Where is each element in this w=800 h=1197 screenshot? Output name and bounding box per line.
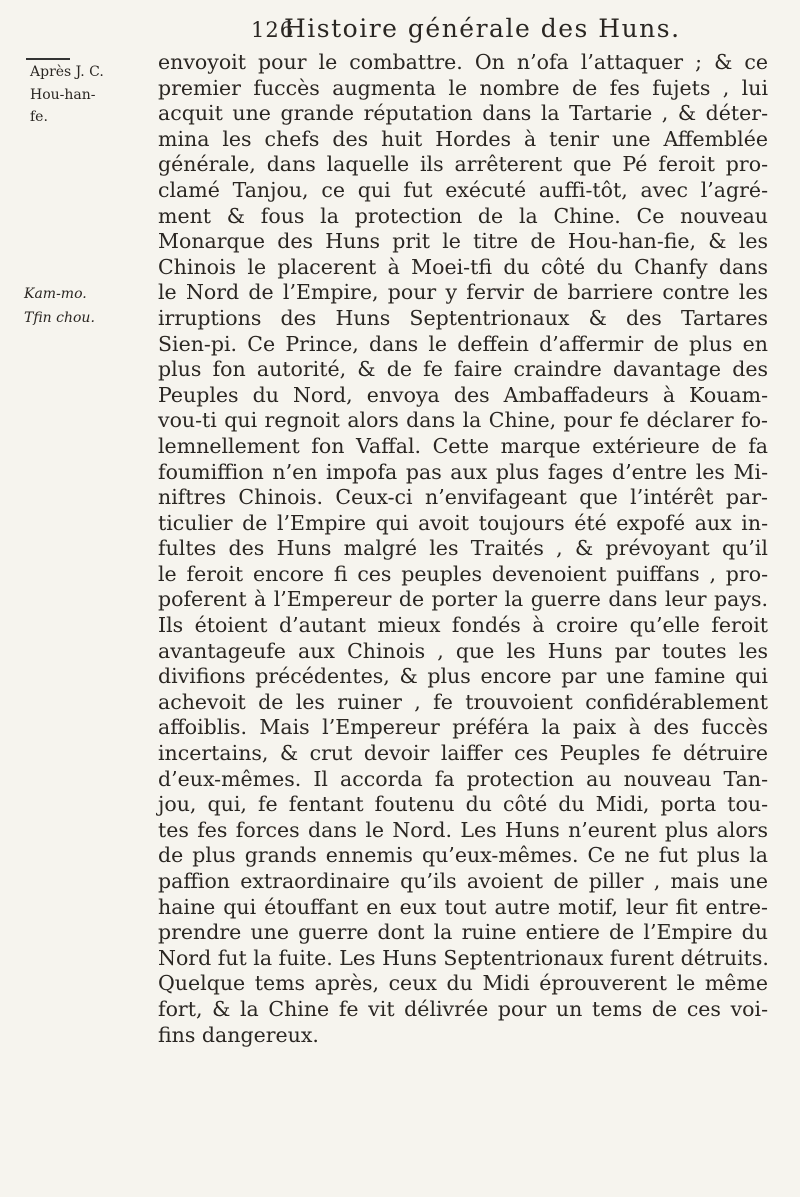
text-line: avantageufe aux Chinois , que les Huns par toutes les bbox=[158, 638, 768, 663]
text-line: foumiffion n’en impofa pas aux plus fages d’entre les Mi- bbox=[158, 459, 768, 484]
text-line: affoiblis. Mais l’Empereur préféra la paix à des fuccès bbox=[158, 715, 768, 740]
text-line: Peuples du Nord, envoya des Ambaffadeurs à Kouam- bbox=[158, 382, 768, 407]
margin-note-ruler-line: fe. bbox=[30, 109, 48, 125]
text-line: Monarque des Huns prit le titre de Hou-han-fie, & les bbox=[158, 229, 768, 254]
margin-note-date: Après J. C. bbox=[30, 64, 104, 80]
text-line: de plus grands ennemis qu’eux-mêmes. Ce ne fut plus la bbox=[158, 843, 768, 868]
text-line: d’eux-mêmes. Il accorda fa protection au nouveau Tan- bbox=[158, 766, 768, 791]
margin-note-source bbox=[24, 282, 95, 330]
body-text bbox=[158, 50, 768, 1048]
text-line: le feroit encore fi ces peuples devenoient puiffans , pro- bbox=[158, 561, 768, 586]
text-line: prendre une guerre dont la ruine entiere de l’Empire du bbox=[158, 920, 768, 945]
text-line: fultes des Huns malgré les Traités , & prévoyant qu’il bbox=[158, 536, 768, 561]
text-line: paffion extraordinaire qu’ils avoient de piller , mais une bbox=[158, 869, 768, 893]
text-line: Nord fut la fuite. Les Huns Septentrionaux furent détruits. bbox=[158, 945, 769, 970]
page-number: 126 bbox=[251, 18, 295, 42]
running-head: Histoire générale des Huns. bbox=[284, 14, 681, 43]
text-line: Quelque tems après, ceux du Midi éprouverent le même bbox=[158, 971, 768, 996]
text-line: haine qui étouffant en eux tout autre motif, leur fit entre- bbox=[158, 894, 768, 919]
margin-note-source-line: Tfin chou. bbox=[24, 310, 95, 326]
text-line: niftres Chinois. Ceux-ci n’envifageant que l’intérêt par- bbox=[158, 485, 768, 510]
text-line: acquit une grande réputation dans la Tartarie , & déter- bbox=[158, 101, 768, 126]
text-line: clamé Tanjou, ce qui fut exécuté auffi-tôt, avec l’agré- bbox=[158, 177, 768, 202]
text-line: Chinois le placerent à Moei-tfi du côté du Chanfy dans bbox=[158, 254, 768, 279]
text-line: générale, dans laquelle ils arrêterent que Pé feroit pro- bbox=[158, 152, 768, 177]
text-line: le Nord de l’Empire, pour y fervir de barriere contre les bbox=[158, 280, 768, 305]
text-line: ticulier de l’Empire qui avoit toujours été expofé aux in- bbox=[158, 510, 768, 535]
margin-note-ruler bbox=[30, 84, 96, 128]
text-line: Sien-pi. Ce Prince, dans le deffein d’affermir de plus en bbox=[158, 331, 768, 356]
text-line: incertains, & crut devoir laiffer ces Peuples fe détruire bbox=[158, 741, 768, 766]
text-line: premier fuccès augmenta le nombre de fes fujets , lui bbox=[158, 75, 768, 100]
text-line: ment & fous la protection de la Chine. Ce nouveau bbox=[158, 203, 768, 228]
text-line: plus fon autorité, & de fe faire craindre davantage des bbox=[158, 357, 768, 382]
text-line: vou-ti qui regnoit alors dans la Chine, pour fe déclarer fo- bbox=[158, 408, 768, 433]
text-line: divifions précédentes, & plus encore par une famine qui bbox=[158, 664, 768, 689]
text-line: Ils étoient d’autant mieux fondés à croire qu’elle feroit bbox=[158, 613, 768, 638]
text-line: achevoit de les ruiner , fe trouvoient confidérablement bbox=[158, 689, 768, 714]
text-line: tes fes forces dans le Nord. Les Huns n’eurent plus alors bbox=[158, 817, 768, 842]
text-line: fins dangereux. bbox=[158, 1022, 319, 1047]
text-line: jou, qui, fe fentant foutenu du côté du Midi, porta tou- bbox=[158, 792, 768, 817]
text-line: irruptions des Huns Septentrionaux & des Tartares bbox=[158, 305, 768, 330]
text-line: envoyoit pour le combattre. On n’ofa l’attaquer ; & ce bbox=[158, 50, 768, 74]
text-line: fort, & la Chine fe vit délivrée pour un tems de ces voi- bbox=[158, 996, 768, 1021]
margin-note-source-line: Kam-mo. bbox=[24, 286, 87, 302]
text-line: poferent à l’Empereur de porter la guerre dans leur pays. bbox=[158, 587, 768, 612]
margin-note-ruler-line: Hou-han- bbox=[30, 87, 96, 103]
text-line: lemnellement fon Vaffal. Cette marque extérieure de fa bbox=[158, 433, 768, 458]
text-line: mina les chefs des huit Hordes à tenir une Affemblée bbox=[158, 126, 768, 151]
